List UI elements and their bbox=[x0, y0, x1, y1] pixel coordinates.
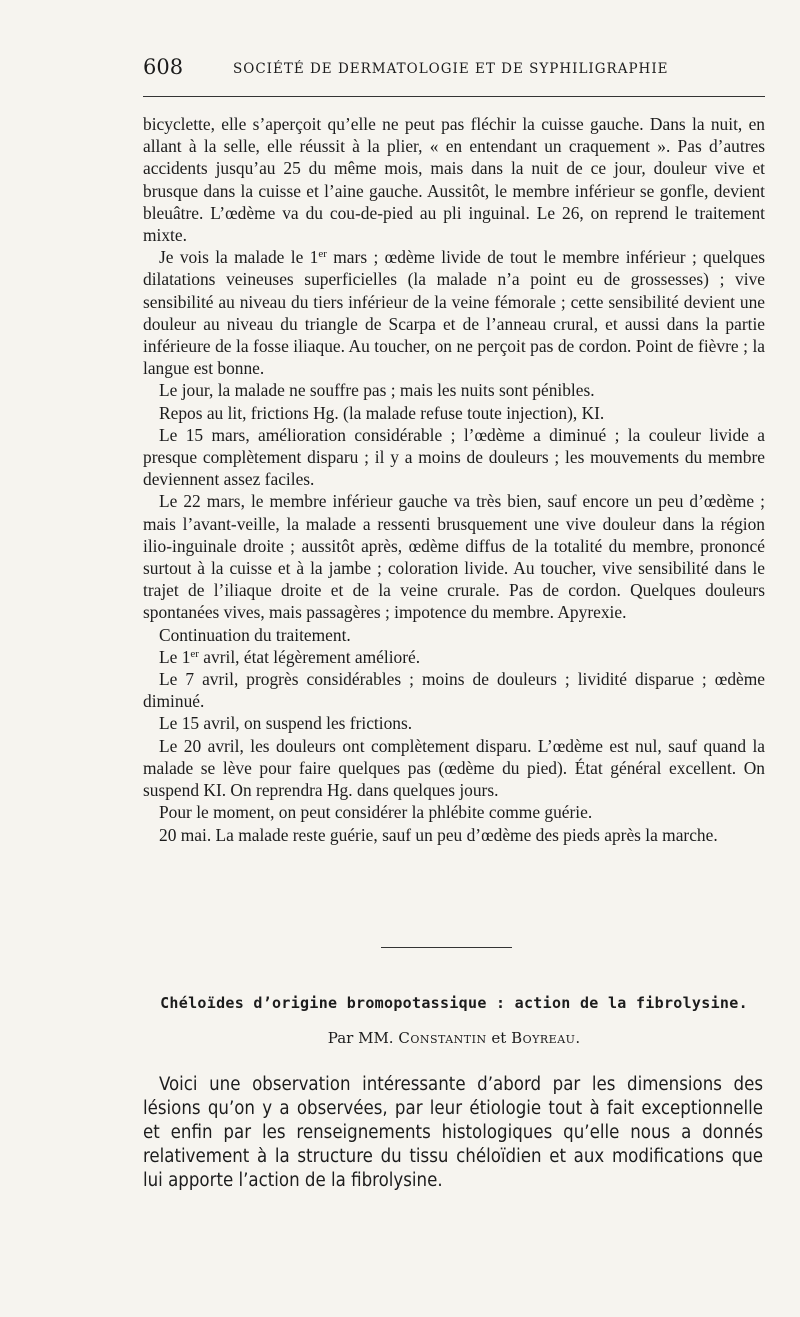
paragraph: bicyclette, elle s’aperçoit qu’elle ne peut pas fléchir la cuisse gauche. Dans la nuit, en allant à la selle, elle réussit à la plier, « en entendant un craquement ». Pas d’autres accidents jusqu’au 25 du même mois, mais dans la nuit de ce jour, douleur vive et brusque dans la cuisse et l’aine gauche. Aussitôt, le membre inférieur se gonfle, devient bleuâtre. L’œdème va du cou-de-pied au pli inguinal. Le 26, on reprend le traitement mixte. bbox=[143, 114, 765, 246]
paragraph: Le 20 avril, les douleurs ont complètement disparu. L’œdème est nul, sauf quand la malade se lève pour faire quelques pas (œdème du pied). État général excellent. On suspend KI. On reprendra Hg. dans quelques jours. bbox=[143, 735, 765, 801]
section-divider bbox=[381, 947, 512, 948]
article-intro: Voici une observation intéressante d’abord par les dimensions des lésions qu’on y a observées, par leur étiologie tout à fait exceptionnelle et enfin par les renseignements histologiques qu’elle nous a donnés relativement à la structure du tissu chéloïdien et aux modifications que lui apporte l’action de la fibrolysine. bbox=[143, 1074, 763, 1191]
author-name: Boyreau bbox=[511, 1029, 576, 1047]
page-header bbox=[143, 55, 765, 83]
running-head: SOCIÉTÉ DE DERMATOLOGIE ET DE SYPHILIGRAPHIE bbox=[233, 61, 669, 77]
page-number: 608 bbox=[143, 55, 184, 79]
case-report-text bbox=[143, 113, 765, 846]
paragraph: Continuation du traitement. bbox=[159, 624, 351, 645]
paragraph: Le 1er avril, état légèrement amélioré. bbox=[159, 646, 421, 667]
paragraph: Pour le moment, on peut considérer la phlébite comme guérie. bbox=[159, 802, 593, 823]
author-name: Constantin bbox=[398, 1029, 487, 1047]
header-rule bbox=[143, 96, 765, 97]
author-byline: Par MM. Constantin et Boyreau. bbox=[327, 1029, 581, 1047]
article-title: Chéloïdes d’origine bromopotassique : action de la fibrolysine. bbox=[160, 994, 748, 1012]
paragraph: Le 15 avril, on suspend les frictions. bbox=[159, 713, 413, 734]
paragraph: Je vois la malade le 1er mars ; œdème livide de tout le membre inférieur ; quelques dilatations veineuses superficielles (la malade n’a point eu de grossesses) ; vive sensibilité au niveau du tiers inférieur de la veine fémorale ; cette sensibilité devient une douleur au niveau du triangle de Scarpa et de l’anneau crural, et aussi dans la partie inférieure de la fosse iliaque. Au toucher, on ne perçoit pas de cordon. Point de fièvre ; la langue est bonne. bbox=[143, 247, 765, 379]
paragraph: Le 15 mars, amélioration considérable ; l’œdème a diminué ; la couleur livide a presque complètement disparu ; il y a moins de douleurs ; les mouvements du membre deviennent assez faciles. bbox=[143, 424, 765, 490]
paragraph: Le 22 mars, le membre inférieur gauche va très bien, sauf encore un peu d’œdème ; mais l’avant-veille, la malade a ressenti brusquement une vive douleur dans la région ilio-inguinale droite ; aussitôt après, œdème diffus de la totalité du membre, prononcé surtout à la cuisse et à la jambe ; coloration livide. Au toucher, vive sensibilité dans le trajet de l’iliaque droite et de la veine crurale. Pas de cordon. Quelques douleurs spontanées vives, mais passagères ; impotence du membre. Apyrexie. bbox=[143, 491, 765, 623]
paragraph: 20 mai. La malade reste guérie, sauf un peu d’œdème des pieds après la marche. bbox=[159, 824, 718, 845]
paragraph: Le 7 avril, progrès considérables ; moins de douleurs ; lividité disparue ; œdème diminué. bbox=[143, 669, 765, 712]
paragraph: Le jour, la malade ne souffre pas ; mais les nuits sont pénibles. bbox=[159, 380, 595, 401]
paragraph: Repos au lit, frictions Hg. (la malade refuse toute injection), KI. bbox=[159, 402, 605, 423]
